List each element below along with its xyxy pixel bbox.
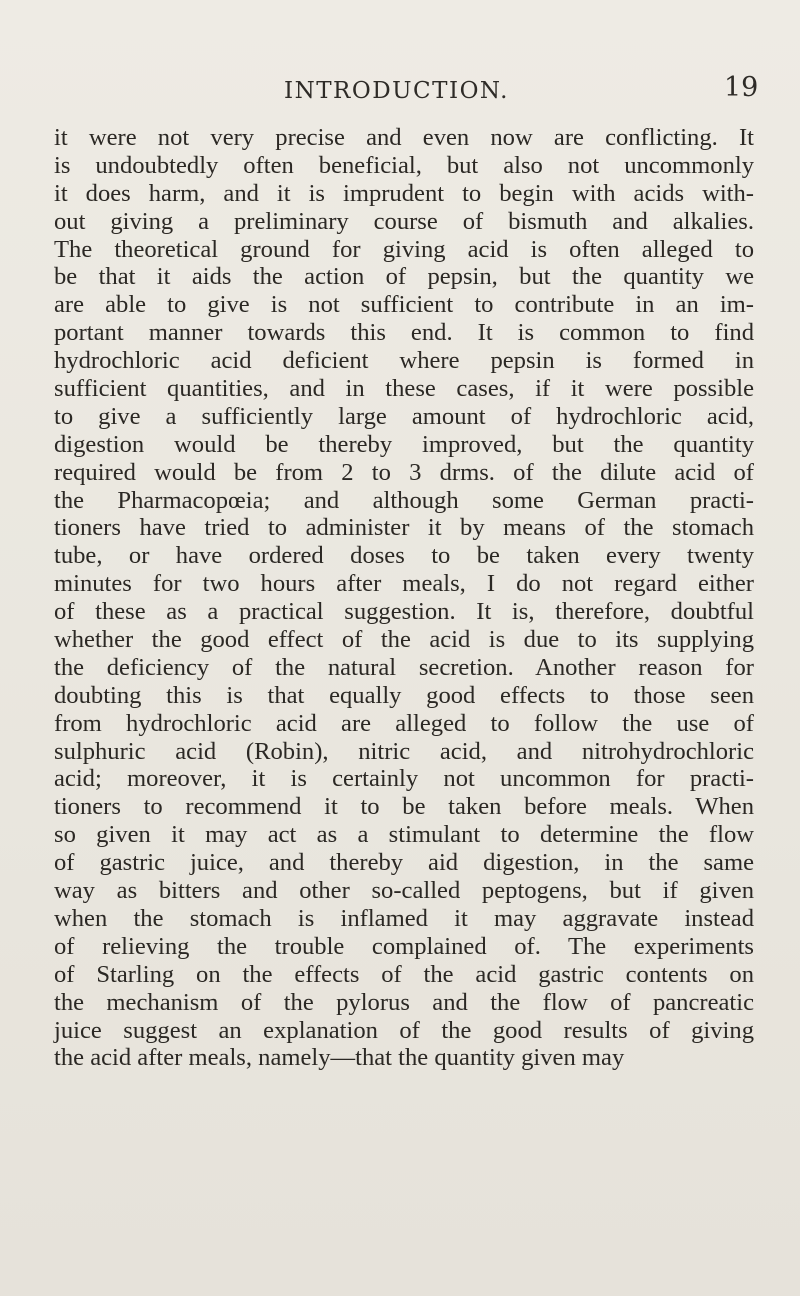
text-line: The theoretical ground for giving acid is often alleged to [54,235,754,263]
text-line: whether the good effect of the acid is due to its supplying [54,626,754,654]
text-line: of these as a practical suggestion. It is, therefore, doubtful [54,598,754,626]
text-line: acid; moreover, it is certainly not uncommon for practi- [54,765,754,793]
text-line: the acid after meals, namely—that the quantity given may [54,1044,625,1072]
text-line: sufficient quantities, and in these cases, if it were possible [54,375,754,403]
text-line: hydrochloric acid deficient where pepsin is formed in [54,347,754,375]
text-line: digestion would be thereby improved, but the quantity [54,430,754,458]
text-line: way as bitters and other so-called peptogens, but if given [54,877,754,905]
text-line: the mechanism of the pylorus and the flow of pancreatic [54,988,754,1016]
text-line: it were not very precise and even now are conflicting. It [54,124,754,151]
text-line: be that it aids the action of pepsin, but the quantity we [54,263,754,291]
text-line: out giving a preliminary course of bismuth and alkalies. [54,207,754,235]
text-line: of relieving the trouble complained of. The experiments [54,932,754,960]
text-line: portant manner towards this end. It is common to find [54,319,754,347]
text-line: tioners to recommend it to be taken before meals. When [54,793,754,821]
text-line: so given it may act as a stimulant to determine the flow [54,821,754,849]
text-line: when the stomach is inflamed it may aggravate instead [54,904,754,932]
running-head [0,72,800,112]
text-line: is undoubtedly often beneficial, but also not uncommonly [54,151,754,179]
text-line: tioners have tried to administer it by means of the stomach [54,514,754,542]
text-line: it does harm, and it is imprudent to begin with acids with- [54,179,754,207]
text-line: doubting this is that equally good effects to those seen [54,681,754,709]
text-line: are able to give is not sufficient to contribute in an im- [54,291,754,319]
text-line: the deficiency of the natural secretion. Another reason for [54,653,754,681]
running-title: INTRODUCTION. [284,78,509,104]
text-line: tube, or have ordered doses to be taken every twenty [54,542,754,570]
text-line: minutes for two hours after meals, I do not regard either [54,570,754,598]
text-line: to give a sufficiently large amount of hydrochloric acid, [54,402,754,430]
text-line: juice suggest an explanation of the good results of giving [54,1016,754,1044]
page-number: 19 [724,72,759,103]
text-line: required would be from 2 to 3 drms. of the dilute acid of [54,458,754,486]
text-line: of Starling on the effects of the acid gastric contents on [54,960,754,988]
text-line: sulphuric acid (Robin), nitric acid, and nitrohydrochloric [54,737,754,765]
text-line: from hydrochloric acid are alleged to follow the use of [54,709,754,737]
body-text [54,124,754,1072]
text-line: the Pharmacopœia; and although some German practi- [54,486,754,514]
text-line: of gastric juice, and thereby aid digestion, in the same [54,849,754,877]
